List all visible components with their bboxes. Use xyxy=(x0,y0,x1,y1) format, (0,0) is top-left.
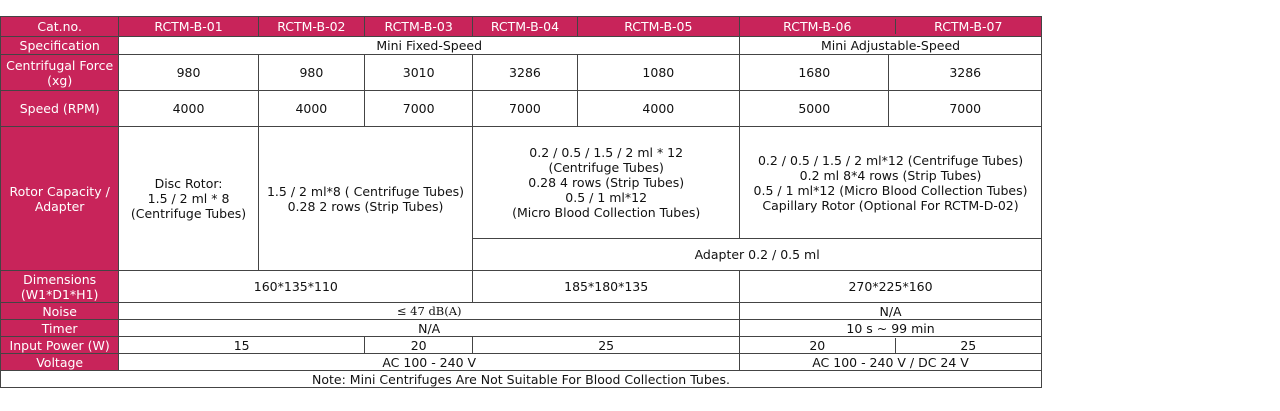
speed-value: 4000 xyxy=(258,91,364,127)
force-value: 3286 xyxy=(473,55,577,91)
model-header: RCTM-B-03 xyxy=(365,17,473,37)
model-header: RCTM-B-04 xyxy=(473,17,577,37)
model-header: RCTM-B-01 xyxy=(119,17,258,37)
power-b07: 25 xyxy=(960,337,977,353)
speed-value: 7000 xyxy=(473,91,577,127)
rotor-line: 0.5 / 1 ml*12 (Micro Blood Collection Tubes) xyxy=(753,182,1028,198)
rotor-b02-b03 xyxy=(258,127,473,271)
rotor-b06-b07 xyxy=(740,127,1042,239)
spec-table xyxy=(0,16,1042,388)
dimensions-group3: 270*225*160 xyxy=(740,271,1042,303)
rotor-line: 0.5 / 1 ml*12 xyxy=(565,190,648,205)
speed-value: 4000 xyxy=(577,91,739,127)
rotor-row xyxy=(1,127,1042,239)
header-row xyxy=(1,17,1042,37)
dimensions-group2: 185*180*135 xyxy=(473,271,740,303)
force-value: 1080 xyxy=(577,55,739,91)
cat-no-label: Cat.no. xyxy=(1,17,119,37)
power-label: Input Power (W) xyxy=(1,337,119,354)
noise-label: Noise xyxy=(1,303,119,320)
speed-value: 7000 xyxy=(365,91,473,127)
dimensions-row xyxy=(1,271,1042,303)
timer-adjustable: 10 s ~ 99 min xyxy=(740,320,1042,337)
power-b04-b05: 25 xyxy=(473,337,740,354)
model-header: RCTM-B-02 xyxy=(258,17,364,37)
voltage-fixed: AC 100 - 240 V xyxy=(119,354,740,371)
power-b06: 20 xyxy=(740,338,895,353)
force-value: 980 xyxy=(258,55,364,91)
dimensions-label: Dimensions (W1*D1*H1) xyxy=(1,271,119,303)
timer-fixed: N/A xyxy=(119,320,740,337)
rotor-line: 1.5 / 2 ml*8 ( Centrifuge Tubes) xyxy=(266,183,465,199)
dimensions-group1: 160*135*110 xyxy=(119,271,473,303)
rotor-line: 0.2 / 0.5 / 1.5 / 2 ml*12 (Centrifuge Tubes) xyxy=(757,152,1024,168)
rotor-b04-b05 xyxy=(473,127,740,239)
timer-label: Timer xyxy=(1,320,119,337)
speed-row xyxy=(1,91,1042,127)
force-value: 3010 xyxy=(365,55,473,91)
force-row xyxy=(1,55,1042,91)
specification-row xyxy=(1,37,1042,55)
note-text: Note: Mini Centrifuges Are Not Suitable For Blood Collection Tubes. xyxy=(1,371,1042,388)
rotor-b01 xyxy=(119,127,258,271)
specification-fixed: Mini Fixed-Speed xyxy=(119,37,740,55)
noise-row xyxy=(1,303,1042,320)
voltage-label: Voltage xyxy=(1,354,119,371)
rotor-line: (Centrifuge Tubes) xyxy=(130,206,247,221)
model-header: RCTM-B-05 xyxy=(577,17,739,37)
specification-label: Specification xyxy=(1,37,119,55)
rotor-line: (Micro Blood Collection Tubes) xyxy=(512,205,701,220)
noise-fixed: ≤ 47 dB(A) xyxy=(119,303,740,320)
model-header: RCTM-B-07 xyxy=(895,19,1041,34)
timer-row xyxy=(1,320,1042,337)
speed-label: Speed (RPM) xyxy=(1,91,119,127)
rotor-line: Capillary Rotor (Optional For RCTM-D-02) xyxy=(762,197,1019,213)
rotor-line: 0.2 / 0.5 / 1.5 / 2 ml * 12 xyxy=(529,145,684,160)
rotor-line: 0.28 4 rows (Strip Tubes) xyxy=(528,175,685,190)
rotor-line: (Centrifuge Tubes) xyxy=(548,160,664,175)
rotor-line: 0.2 ml 8*4 rows (Strip Tubes) xyxy=(799,167,982,183)
adapter-value: Adapter 0.2 / 0.5 ml xyxy=(473,239,1042,271)
force-value: 3286 xyxy=(889,55,1042,91)
noise-adjustable: N/A xyxy=(740,303,1042,320)
specification-adjustable: Mini Adjustable-Speed xyxy=(740,37,1042,55)
power-b03: 20 xyxy=(365,337,473,354)
rotor-line: 0.28 2 rows (Strip Tubes) xyxy=(287,198,444,214)
model-header: RCTM-B-06 xyxy=(740,19,895,34)
speed-value: 5000 xyxy=(740,91,889,127)
power-row xyxy=(1,337,1042,354)
rotor-line: 1.5 / 2 ml * 8 xyxy=(147,191,230,206)
voltage-row xyxy=(1,354,1042,371)
power-b01-b02: 15 xyxy=(119,337,365,354)
speed-value: 4000 xyxy=(119,91,258,127)
voltage-adjustable: AC 100 - 240 V / DC 24 V xyxy=(740,354,1042,371)
rotor-line: Disc Rotor: xyxy=(154,176,223,191)
note-row xyxy=(1,371,1042,388)
rotor-label: Rotor Capacity / Adapter xyxy=(1,127,119,271)
force-value: 980 xyxy=(119,55,258,91)
force-label: Centrifugal Force (xg) xyxy=(1,55,119,91)
speed-value: 7000 xyxy=(889,91,1042,127)
force-value: 1680 xyxy=(740,55,889,91)
